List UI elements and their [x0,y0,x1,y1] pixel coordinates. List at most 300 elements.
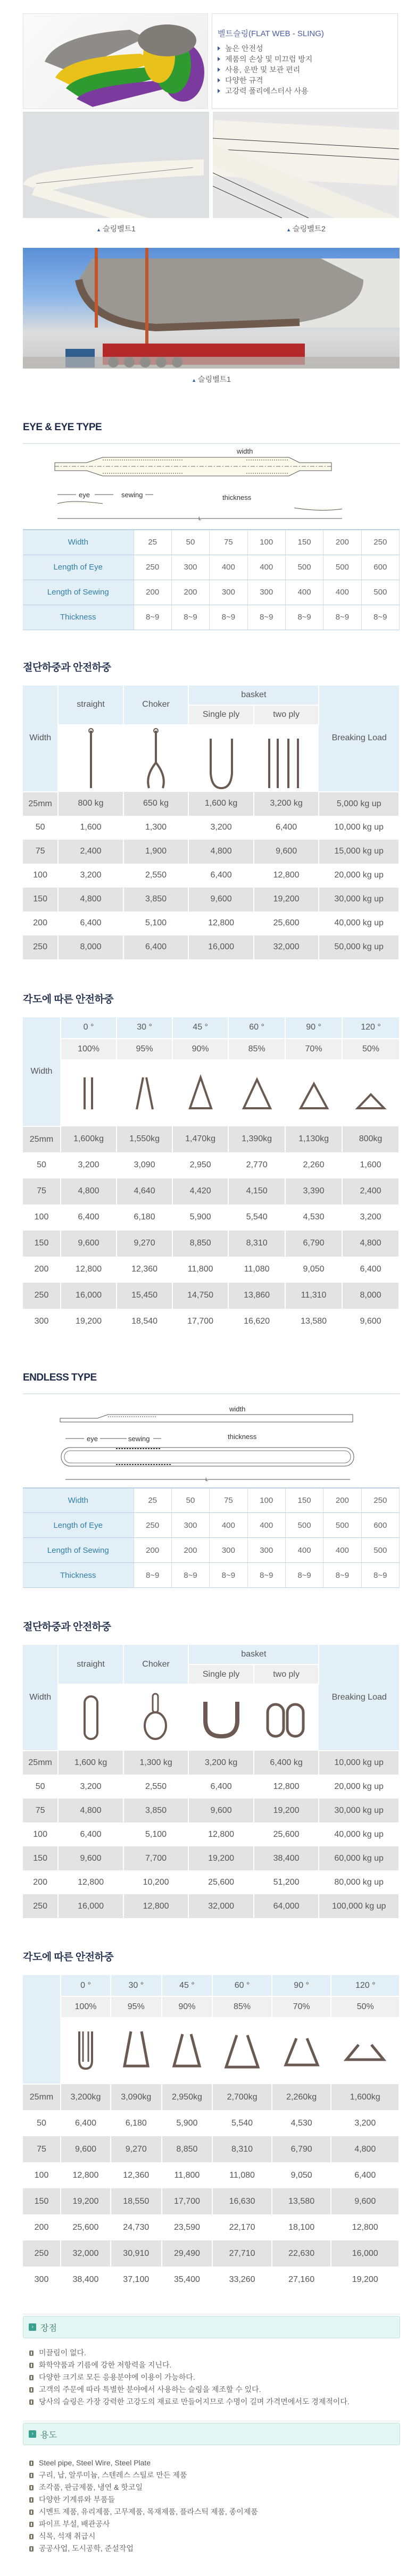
table-cell: 250 [23,2240,61,2266]
col-width: Width [23,1645,58,1751]
table-cell: 30,000 kg up [319,1799,399,1822]
table-cell: 조각품, 판금제품, 냉연 & 핫코일 [39,2483,143,2491]
table-cell: 14,750 [172,1283,228,1309]
table-cell: 500 [323,555,361,580]
table-cell: 600 [361,555,399,580]
table-cell: 6,400 [331,2162,399,2188]
table-cell: 8~9 [171,605,209,630]
table-row [23,816,399,840]
table-row [23,1205,399,1231]
feature-item [218,86,392,96]
list-item [29,2457,400,2469]
table-cell: 8~9 [134,605,171,630]
table-row [23,935,399,959]
table-cell: 2,550 [123,1775,189,1799]
info-bullet-icon [29,2522,34,2527]
triangle-up-icon: ▲ [286,227,292,232]
info-bullet-icon [29,2497,34,2503]
table-cell: 30,910 [111,2240,162,2266]
table-row [23,1309,399,1335]
table-cell: 9,600 [331,2188,399,2214]
table-cell: 200 [134,580,171,605]
table-cell: 4,800 [188,840,254,864]
table-cell: 33,260 [212,2266,272,2293]
table-cell: 1,300 kg [123,1751,189,1775]
table-cell: 3,200 kg [254,792,319,816]
table-cell: 3,200 [342,1205,399,1231]
col-basket: basket [188,1645,319,1665]
table-cell: 25mm [23,1751,58,1775]
table-cell: 12,800 [188,911,254,935]
table-row [23,2084,399,2110]
col-breaking-load: Breaking Load [319,685,399,792]
table-cell: 7,700 [123,1846,189,1870]
table-cell: 1,600 kg [58,1751,123,1775]
table-cell: 300 [210,1538,247,1563]
table-cell: 650 kg [123,792,189,816]
table-cell: 400 [323,1538,361,1563]
feature-item [218,54,392,64]
table-cell: 25mm [23,1126,61,1152]
table-cell: 75 [23,1178,61,1205]
col-width: Width [23,1017,61,1126]
table-cell: 500 [285,555,323,580]
info-bullet-icon [29,2473,34,2478]
table-cell: 29,490 [162,2240,213,2266]
photo-row [23,112,400,218]
table-cell: 400 [210,1513,247,1538]
table-cell: Length of Eye [23,1513,134,1538]
table-cell: 1,600 kg [188,792,254,816]
table-cell: 15,450 [117,1283,172,1309]
table-row [23,1017,399,1039]
table-cell: 당사의 슬링은 가장 강력한 고강도의 재료로 만들어지므로 수명이 길며 가격면에서도 경제적이다. [39,2397,350,2406]
table-cell: Thickness [23,605,134,630]
col-choker: Choker [123,1645,189,1684]
table-cell: 150 [23,888,58,911]
table-cell: 64,000 [254,1894,319,1918]
table-cell: 6,790 [272,2136,331,2162]
table-row [23,1751,399,1775]
table-cell: 85% [228,1039,285,1060]
table-cell: 400 [210,555,247,580]
basket-single-ply-icon [188,725,254,792]
table-cell: 13,860 [228,1283,285,1309]
table-row [23,1283,399,1309]
table-cell: 200 [171,1538,209,1563]
info-bullet-icon [29,2534,34,2539]
table-cell: 12,800 [254,1775,319,1799]
caption-row [23,218,400,245]
table-cell: 장점 [40,2323,57,2333]
table-row [23,1975,399,1996]
table-cell: 3,390 [285,1178,342,1205]
table-cell: 8~9 [285,605,323,630]
table-cell: 6,400 [61,2110,111,2136]
list-item [29,2481,400,2494]
table-cell: 75 [210,530,247,555]
table-cell: 3,850 [123,888,189,911]
table-cell: 6,790 [285,1231,342,1257]
table-cell: 9,270 [117,1231,172,1257]
table-cell: 25,600 [254,1822,319,1846]
endless-angle-120-icon [331,2018,399,2084]
table-cell: Length of Sewing [23,1538,134,1563]
table-cell: 16,000 [188,935,254,959]
table-cell: 19,200 [61,1309,117,1335]
table-cell: 4,800 [331,2136,399,2162]
table-cell: 250 [23,1894,58,1918]
table-cell: 40,000 kg up [319,1822,399,1846]
angle-0-icon [61,1060,117,1126]
list-item [29,2494,400,2506]
table-cell: 6,180 [117,1205,172,1231]
table-cell: 35,400 [162,2266,213,2293]
table-cell: 11,080 [212,2162,272,2188]
table-cell: 20,000 kg up [319,864,399,888]
table-cell: 45 ° [162,1975,213,1996]
table-cell: 2,950kg [162,2084,213,2110]
table-cell: 70% [272,1996,331,2018]
eye-type-spec-table [23,529,400,630]
table-cell: 2,260 [285,1152,342,1178]
table-cell: 사용, 운반 및 보관 편리 [225,65,301,74]
table-cell: 12,800 [61,1257,117,1283]
table-cell: 1,600 [342,1152,399,1178]
table-row [23,530,400,555]
table-cell: 2,400 [342,1178,399,1205]
table-cell: 45 ° [172,1017,228,1039]
table-cell: 다양한 규격 [225,76,263,85]
info-bullet-icon [29,2510,34,2515]
table-cell: 1,130kg [285,1126,342,1152]
ship-lifting-photo [23,248,400,369]
table-cell: 400 [247,555,285,580]
table-cell: 6,400 [188,864,254,888]
table-row [23,1846,399,1870]
table-cell: 9,600 [254,840,319,864]
angle-90-icon [285,1060,342,1126]
table-cell: 구리, 납, 알루미늄, 스텐레스 스틸로 만든 제품 [39,2471,187,2479]
table-cell: 100 [23,1822,58,1846]
table-cell: 800 kg [58,792,123,816]
endless-angle-45-icon [162,2018,213,2084]
table-cell: 100 [23,864,58,888]
sling-belt-photo-1 [23,112,209,218]
table-cell: 10,000 kg up [319,1751,399,1775]
table-cell: 6,400 kg [254,1751,319,1775]
col-width [23,1975,61,2084]
feature-item [218,64,392,75]
basket-two-ply-icon [254,725,319,792]
table-cell: 200 [134,1538,171,1563]
table-cell: 8~9 [361,1563,399,1588]
table-cell: 150 [23,1846,58,1870]
col-straight: straight [58,1645,123,1684]
table-cell: 250 [134,1513,171,1538]
table-cell: 50 [23,1152,61,1178]
table-cell: 32,000 [188,1894,254,1918]
info-bullet-icon [29,2546,34,2552]
table-cell: 9,600 [188,888,254,911]
table-cell: 13,580 [285,1309,342,1335]
table-cell: 75 [23,1799,58,1822]
table-cell: 90% [162,1996,213,2018]
table-cell: 8,310 [228,1231,285,1257]
table-cell: 12,800 [188,1822,254,1846]
table-cell: 8,850 [162,2136,213,2162]
table-cell: 2,400 [58,840,123,864]
table-cell: 100% [61,1039,117,1060]
table-cell: 300 [247,580,285,605]
table-cell: 1,550kg [117,1126,172,1152]
table-row [23,1996,399,2018]
table-cell: 8,000 [342,1283,399,1309]
table-cell: 19,200 [254,1799,319,1822]
table-cell: 9,600 [61,2136,111,2162]
table-cell: 12,800 [123,1894,189,1918]
table-row [23,840,399,864]
angle-30-icon [117,1060,172,1126]
table-cell: 6,400 [58,911,123,935]
uses-header [23,2423,400,2445]
product-info-box [212,13,398,109]
table-cell: 10,000 kg up [319,816,399,840]
table-cell: 6,400 [61,1205,117,1231]
table-cell: 4,800 [61,1178,117,1205]
table-row [23,911,399,935]
table-cell: 12,800 [331,2214,399,2240]
table-row [23,1894,399,1918]
table-cell: 11,800 [172,1257,228,1283]
table-cell: 12,800 [254,864,319,888]
col-single-ply: Single ply [188,1665,254,1684]
table-cell: 800kg [342,1126,399,1152]
svg-text:thickness: thickness [222,494,252,501]
table-cell: 시멘트 제품, 유리제품, 고무제품, 목재제품, 플라스틱 제품, 종이제품 [39,2507,258,2516]
table-cell: 5,540 [212,2110,272,2136]
table-cell: 50% [331,1996,399,2018]
eye-angle-table [23,1017,400,1335]
table-cell: 18,100 [272,2214,331,2240]
table-row [23,2162,399,2188]
endless-choker-icon [123,1684,189,1751]
table-cell: 6,400 [342,1257,399,1283]
col-width: Width [23,685,58,792]
table-row [23,1152,399,1178]
angle-60-icon [228,1060,285,1126]
table-cell: 95% [117,1039,172,1060]
table-row [23,2240,399,2266]
table-row [23,1060,399,1126]
table-cell: 화학약품과 기름에 강한 저항력을 지닌다. [39,2361,172,2369]
table-cell: 50 [23,1775,58,1799]
list-item [29,2506,400,2518]
table-cell: 90 ° [285,1017,342,1039]
endless-angle-60-icon [212,2018,272,2084]
table-cell: 25 [134,530,171,555]
col-choker: Choker [123,685,189,725]
list-item [29,2347,400,2359]
table-cell: 100 [23,2162,61,2188]
svg-text:sewing: sewing [121,491,143,499]
table-row [23,685,399,705]
table-cell: 50% [342,1039,399,1060]
table-cell: 8~9 [171,1563,209,1588]
svg-text:thickness: thickness [228,1432,257,1441]
table-cell: 4,420 [172,1178,228,1205]
feature-item [218,75,392,86]
eye-angle-title: 각도에 따른 안전하중 [23,993,114,1005]
endless-angle-90-icon [272,2018,331,2084]
table-row [23,605,400,630]
bullet-triangle-icon [218,57,220,61]
table-cell: 1,900 [123,840,189,864]
table-cell: 400 [285,1538,323,1563]
choker-sling-icon [123,725,189,792]
table-cell: 9,270 [111,2136,162,2162]
table-cell: 24,730 [111,2214,162,2240]
table-cell: 12,360 [117,1257,172,1283]
angle-120-icon [342,1060,399,1126]
table-cell: 95% [111,1996,162,2018]
table-row [23,792,399,816]
table-cell: 17,700 [172,1309,228,1335]
sling-belt-photo-2 [213,112,399,218]
table-cell: 300 [247,1538,285,1563]
info-bullet-icon [29,2387,34,2393]
table-cell: 1,600kg [61,1126,117,1152]
table-cell: 1,470kg [172,1126,228,1152]
table-cell: 70% [285,1039,342,1060]
table-cell: 5,000 kg up [319,792,399,816]
table-cell: 4,640 [117,1178,172,1205]
table-cell: 300 [23,1309,61,1335]
table-row [23,1538,400,1563]
table-cell: 25mm [23,792,58,816]
col-two-ply: two ply [254,705,319,725]
table-cell: 18,550 [111,2188,162,2214]
table-cell: 4,800 [58,1799,123,1822]
table-cell: 19,200 [254,888,319,911]
eye-type-title: EYE & EYE TYPE [23,422,400,444]
photo-caption [213,218,399,245]
table-cell: 300 [171,555,209,580]
table-cell: 30,000 kg up [319,888,399,911]
table-cell: 고강력 폴리에스터사 사용 [225,87,309,95]
col-straight: straight [58,685,123,725]
table-cell: 25 [134,1488,171,1513]
table-cell: Thickness [23,1563,134,1588]
table-cell: 11,800 [162,2162,213,2188]
eye-type-diagram [23,444,400,524]
info-bullet-icon [29,2485,34,2490]
table-cell: 100,000 kg up [319,1894,399,1918]
table-cell: Length of Sewing [23,580,134,605]
table-cell: 13,580 [272,2188,331,2214]
eye-load-table [23,685,400,959]
triangle-up-icon: ▲ [192,378,197,383]
feature-list [218,43,392,96]
table-cell: 90% [172,1039,228,1060]
table-cell: 8,850 [172,1231,228,1257]
svg-text:width: width [229,1404,246,1413]
table-cell: 3,200kg [61,2084,111,2110]
table-cell: 22,630 [272,2240,331,2266]
table-cell: 3,200 kg [188,1751,254,1775]
table-cell: 250 [361,530,399,555]
table-cell: 22,170 [212,2214,272,2240]
table-cell: 9,600 [58,1846,123,1870]
table-cell: 75 [23,840,58,864]
table-cell: 9,600 [188,1799,254,1822]
table-cell: 120 ° [331,1975,399,1996]
chevron-right-icon: › [29,2430,36,2438]
table-row [23,1775,399,1799]
table-cell: 85% [212,1996,272,2018]
table-cell: 19,200 [331,2266,399,2293]
product-hero-image [23,13,208,109]
table-cell: 3,850 [123,1799,189,1822]
table-cell: 50 [171,1488,209,1513]
table-cell: 10,200 [123,1870,189,1894]
table-cell: 높은 안전성 [225,44,263,53]
table-cell: 8~9 [210,1563,247,1588]
table-cell: 37,100 [111,2266,162,2293]
table-cell: 60 ° [212,1975,272,1996]
bullet-triangle-icon [218,78,220,82]
chevron-right-icon: › [29,2323,36,2331]
photo-caption [23,369,400,395]
table-row [23,2188,399,2214]
table-cell: 100 [247,530,285,555]
table-cell: 슬링벨트1 [103,224,136,233]
table-cell: 200 [23,1870,58,1894]
table-cell: 슬링벨트1 [198,375,231,383]
table-cell: 25,600 [61,2214,111,2240]
table-cell: 6,400 [254,816,319,840]
table-cell: 9,050 [272,2162,331,2188]
table-cell: 200 [23,911,58,935]
table-row [23,2266,399,2293]
col-basket: basket [188,685,319,705]
endless-angle-table [23,1975,400,2293]
table-cell: 11,310 [285,1283,342,1309]
endless-type-spec-table [23,1487,400,1588]
table-cell: 6,180 [111,2110,162,2136]
table-cell: Length of Eye [23,555,134,580]
eye-load-title: 절단하중과 안전하중 [23,662,111,673]
table-cell: 100 [23,1205,61,1231]
table-cell: 다양한 기계류와 부품들 [39,2495,115,2504]
table-cell: Width [23,530,134,555]
table-row [23,1513,400,1538]
table-cell: 8~9 [361,605,399,630]
table-row [23,1870,399,1894]
table-cell: 100 [247,1488,285,1513]
table-cell: 9,600 [342,1309,399,1335]
table-cell: 600 [361,1513,399,1538]
table-cell: 8~9 [323,1563,361,1588]
table-cell: 23,590 [162,2214,213,2240]
table-cell: 3,200 [58,1775,123,1799]
table-cell: 300 [171,1513,209,1538]
table-cell: 3,200 [58,864,123,888]
table-cell: 150 [23,2188,61,2214]
list-item [29,2542,400,2555]
table-row [23,2136,399,2162]
table-cell: 3,200 [61,1152,117,1178]
